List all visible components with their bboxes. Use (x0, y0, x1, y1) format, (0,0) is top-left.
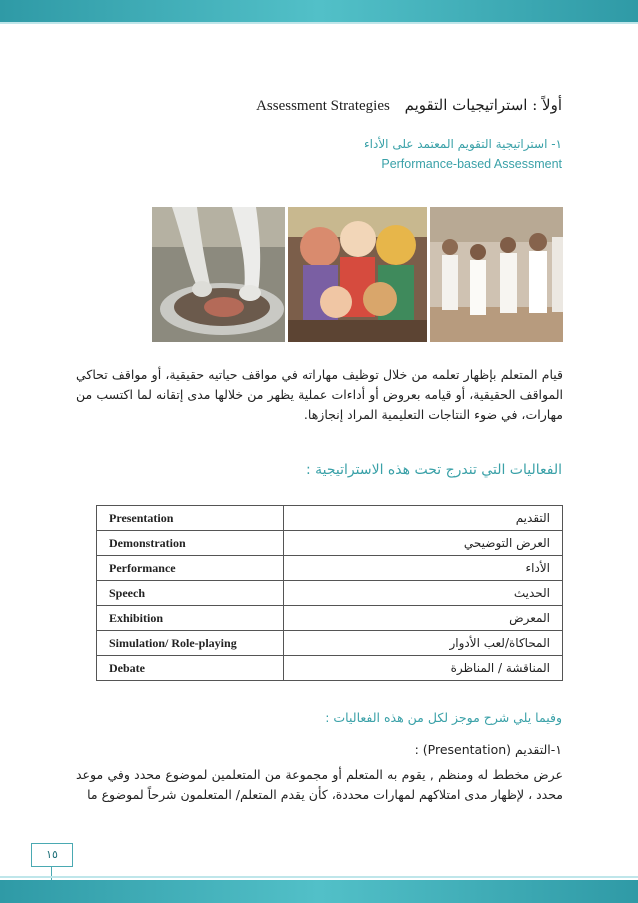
table-row (97, 556, 563, 581)
subheading-arabic: ١- استراتيجية التقويم المعتمد على الأداء (364, 137, 562, 151)
subheading-english: Performance-based Assessment (381, 157, 562, 171)
table-row (97, 606, 563, 631)
top-divider-line (0, 22, 638, 24)
activity-english: Exhibition (97, 606, 284, 631)
table-row (97, 656, 563, 681)
table-row (97, 506, 563, 531)
illustration-photos (152, 207, 563, 342)
activity-english: Debate (97, 656, 284, 681)
top-decorative-band (0, 0, 638, 22)
activity-english: Performance (97, 556, 284, 581)
bottom-divider-line (0, 876, 638, 878)
activity-english: Demonstration (97, 531, 284, 556)
heading-arabic: أولاً : استراتيجيات التقويم (404, 96, 562, 114)
activity-english: Speech (97, 581, 284, 606)
explanation-intro: وفيما يلي شرح موجز لكل من هذه الفعاليات : (325, 710, 562, 725)
page-number: ١٥ (31, 843, 73, 867)
bottom-decorative-band (0, 880, 638, 903)
section-heading (42, 96, 562, 115)
item-presentation-text: عرض مخطط له ومنظم , يقوم به المتعلم أو مجموعة من المتعلمين لموضوع محدد وفي موعد محدد ، لإظهار مدى امتلاكهم لمهارات محددة، كأن يقدم المتعلم/ المتعلمون شرحاً لموضوع ما (76, 767, 563, 802)
activities-table (96, 505, 563, 681)
definition-paragraph: قيام المتعلم بإظهار تعلمه من خلال توظيف مهاراته في مواقف حياتيه حقيقية، أو مواقف تحاكي المواقف الحقيقية، أو قيامه بعروض أو أداءات عملية يظهر من خلالها مدى إتقانه لما اكتسب من مهارات، في ضوء النتاجات التعليمية المراد إنجازها. (76, 367, 563, 422)
activity-arabic: المحاكاة/لعب الأدوار (284, 631, 563, 656)
item-presentation-title: ١-التقديم (Presentation) : (414, 742, 562, 757)
table-row (97, 581, 563, 606)
activities-title: الفعاليات التي تندرج تحت هذه الاستراتيجية : (305, 462, 562, 478)
table-row (97, 531, 563, 556)
activity-english: Simulation/ Role-playing (97, 631, 284, 656)
photo-hands-dissection (152, 207, 285, 342)
photo-children-ritual (430, 207, 563, 342)
activity-arabic: الحديث (284, 581, 563, 606)
activity-arabic: المناقشة / المناظرة (284, 656, 563, 681)
heading-english: Assessment Strategies (256, 98, 390, 114)
activity-english: Presentation (97, 506, 284, 531)
activity-arabic: الأداء (284, 556, 563, 581)
activity-arabic: المعرض (284, 606, 563, 631)
activity-arabic: العرض التوضيحي (284, 531, 563, 556)
photo-puppets-costumes (288, 207, 427, 342)
activity-arabic: التقديم (284, 506, 563, 531)
table-row (97, 631, 563, 656)
